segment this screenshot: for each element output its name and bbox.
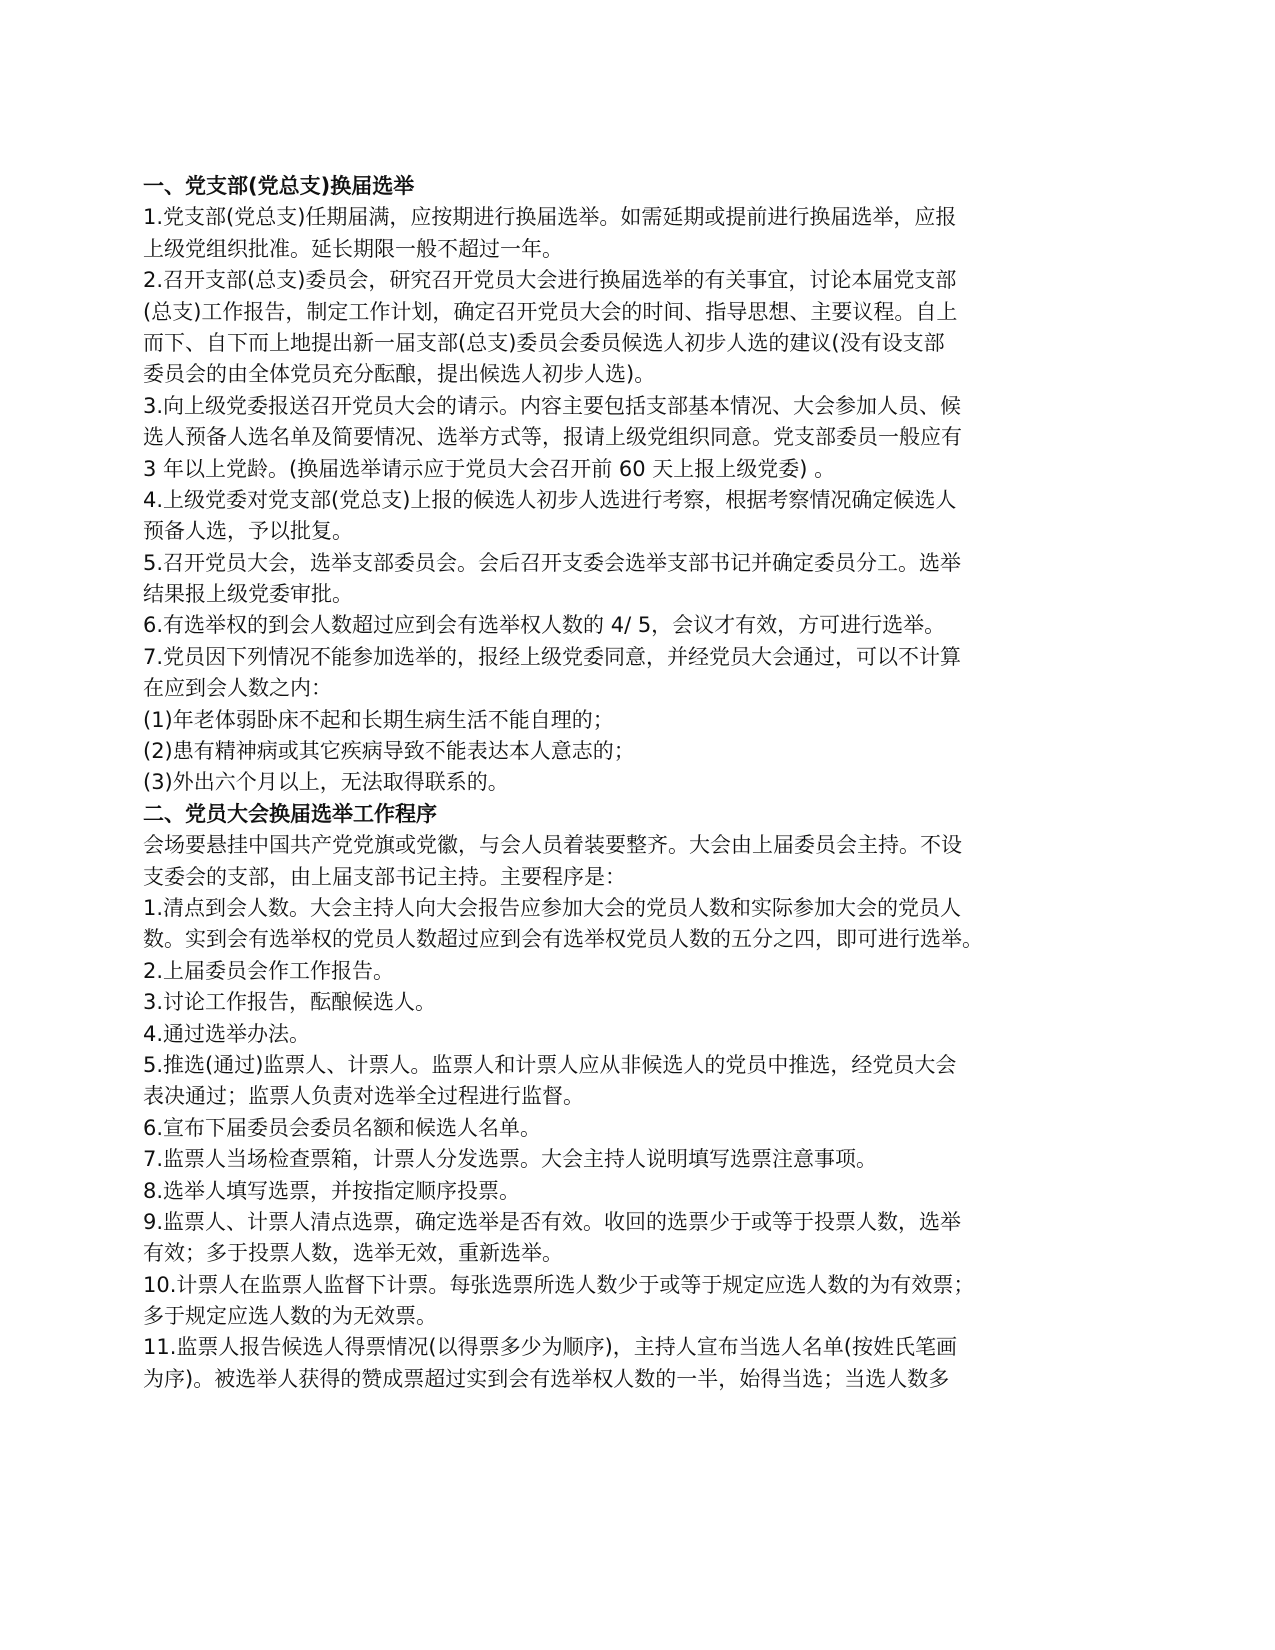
text-line: 5.推选(通过)监票人、计票人。监票人和计票人应从非候选人的党员中推选，经党员大会 [143,1052,957,1077]
text-line: 6.有选举权的到会人数超过应到会有选举权人数的 4/ 5，会议才有效，方可进行选举。 [143,613,946,638]
text-line: 为序)。被选举人获得的赞成票超过实到会有选举权人数的一半，始得当选；当选人数多 [143,1366,950,1391]
text-line: 7.党员因下列情况不能参加选举的，报经上级党委同意，并经党员大会通过，可以不计算 [143,644,962,669]
text-line: 结果报上级党委审批。 [143,582,353,607]
text-line: (2)患有精神病或其它疾病导致不能表达本人意志的； [143,739,635,764]
text-line: 预备人选，予以批复。 [143,519,353,544]
text-line: 1.清点到会人数。大会主持人向大会报告应参加大会的党员人数和实际参加大会的党员人 [143,895,962,920]
text-line: 2.上届委员会作工作报告。 [143,958,395,983]
text-line: 表决通过；监票人负责对选举全过程进行监督。 [143,1084,584,1109]
text-line: 在应到会人数之内： [143,676,332,701]
text-line: 7.监票人当场检查票箱，计票人分发选票。大会主持人说明填写选票注意事项。 [143,1147,878,1172]
text-line: 有效；多于投票人数，选举无效，重新选举。 [143,1241,563,1266]
text-line: 会场要悬挂中国共产党党旗或党徽，与会人员着装要整齐。大会由上届委员会主持。不设 [143,833,962,858]
text-line: 选人预备人选名单及简要情况、选举方式等，报请上级党组织同意。党支部委员一般应有 [143,425,962,450]
text-line: 3.讨论工作报告，酝酿候选人。 [143,990,437,1015]
document-page [143,171,1103,1395]
text-line: 2.召开支部(总支)委员会，研究召开党员大会进行换届选举的有关事宜，讨论本届党支部 [143,268,957,293]
text-line: 5.召开党员大会，选举支部委员会。会后召开支委会选举支部书记并确定委员分工。选举 [143,550,962,575]
text-line: 而下、自下而上地提出新一届支部(总支)委员会委员候选人初步人选的建议(没有设支部 [143,330,945,355]
text-line: (总支)工作报告，制定工作计划，确定召开党员大会的时间、指导思想、主要议程。自上 [143,299,958,324]
section-heading: 一、党支部(党总支)换届选举 [143,174,415,198]
text-line: 委员会的由全体党员充分酝酿，提出候选人初步人选)。 [143,362,656,387]
text-line: 1.党支部(党总支)任期届满，应按期进行换届选举。如需延期或提前进行换届选举，应报 [143,205,957,230]
text-line: 9.监票人、计票人清点选票，确定选举是否有效。收回的选票少于或等于投票人数，选举 [143,1209,962,1234]
text-line: 上级党组织批准。延长期限一般不超过一年。 [143,236,563,261]
section-heading: 二、党员大会换届选举工作程序 [143,801,437,826]
text-line: 4.上级党委对党支部(党总支)上报的候选人初步人选进行考察，根据考察情况确定候选人 [143,487,957,512]
text-line: 10.计票人在监票人监督下计票。每张选票所选人数少于或等于规定应选人数的为有效票； [143,1272,975,1297]
text-line: 多于规定应选人数的为无效票。 [143,1304,437,1329]
text-line: 3 年以上党龄。(换届选举请示应于党员大会召开前 60 天上报上级党委) 。 [143,456,836,481]
text-line: 6.宣布下届委员会委员名额和候选人名单。 [143,1115,542,1140]
text-line: 数。实到会有选举权的党员人数超过应到会有选举权党员人数的五分之四，即可进行选举。 [143,927,983,952]
text-line: 8.选举人填写选票，并按指定顺序投票。 [143,1178,521,1203]
text-line: (3)外出六个月以上，无法取得联系的。 [143,770,509,795]
text-line: 3.向上级党委报送召开党员大会的请示。内容主要包括支部基本情况、大会参加人员、候 [143,393,962,418]
text-line: 支委会的支部，由上届支部书记主持。主要程序是： [143,864,626,889]
text-line: (1)年老体弱卧床不起和长期生病生活不能自理的； [143,707,614,732]
text-line: 11.监票人报告候选人得票情况(以得票多少为顺序)，主持人宣布当选人名单(按姓氏笔画 [143,1335,957,1360]
text-line: 4.通过选举办法。 [143,1021,311,1046]
